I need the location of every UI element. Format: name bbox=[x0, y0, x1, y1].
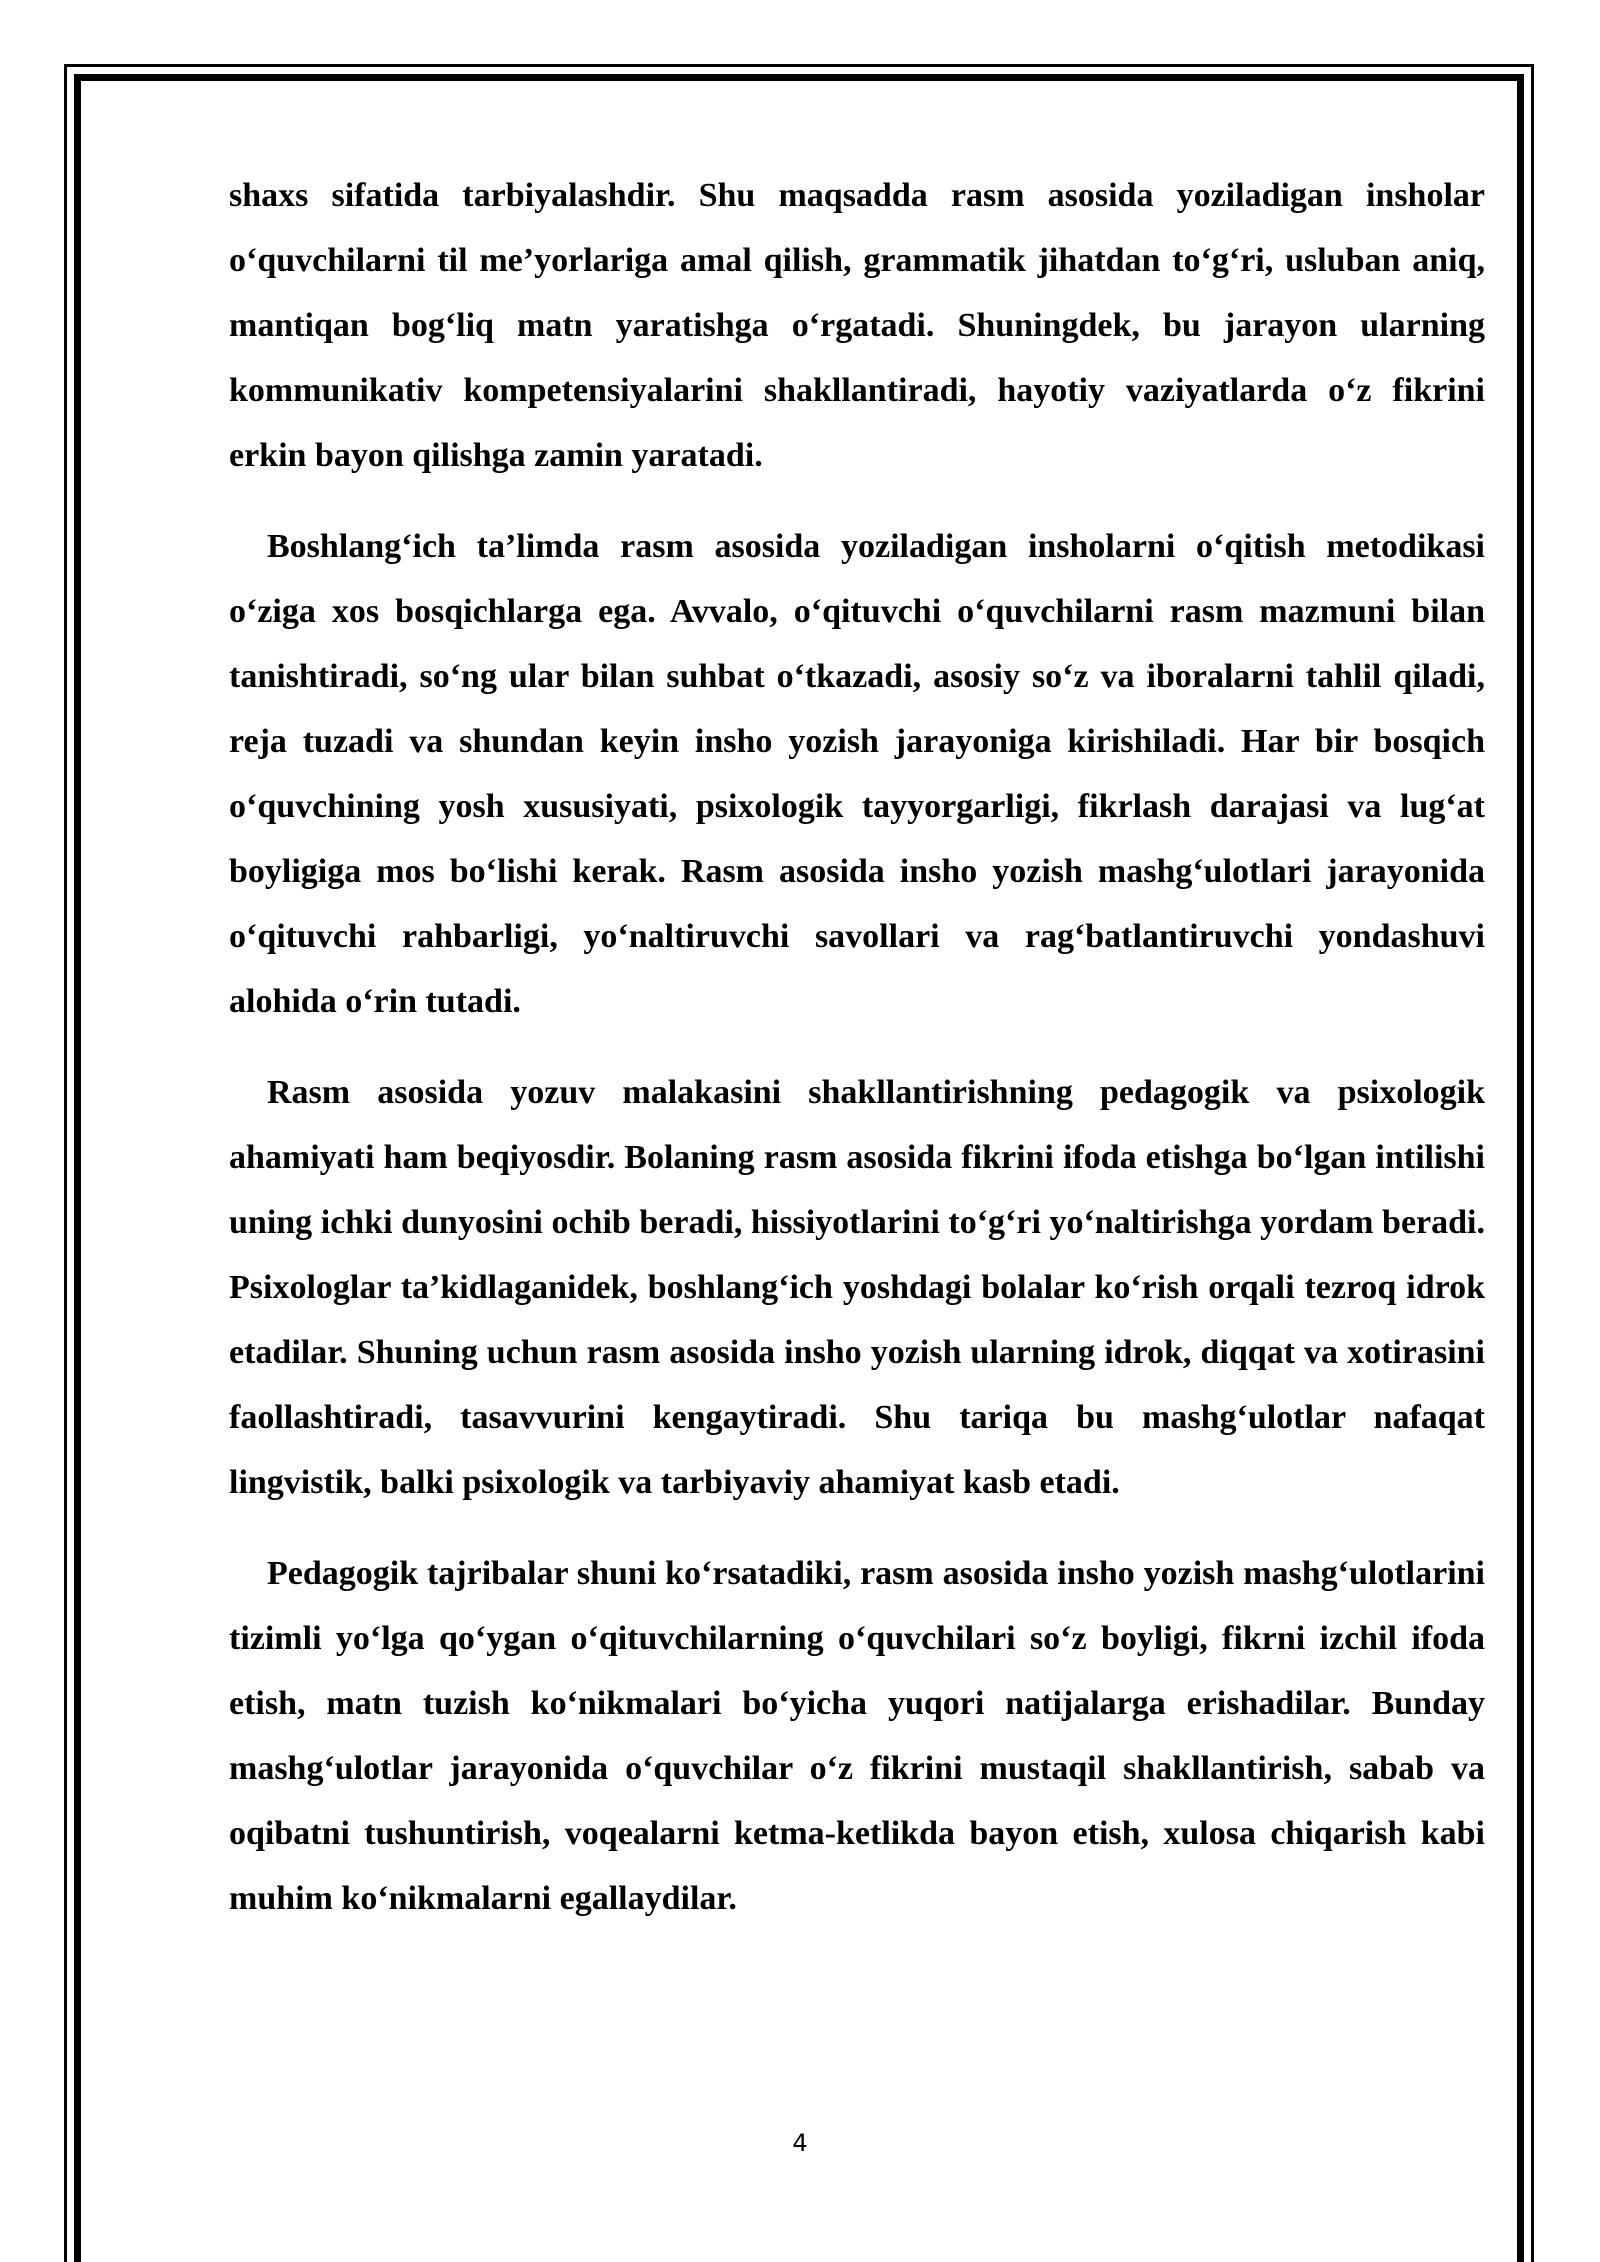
paragraph-experience: Pedagogik tajribalar shuni ko‘rsatadiki, rasm asosida insho yozish mashg‘ulotlarini tizimli yo‘lga qo‘ygan o‘qituvchilarning o‘quvchilari so‘z boyligi, fikrni izchil ifoda etish, matn tuzish ko‘nikmalari bo‘yicha yuqori natijalarga erishadilar. Bunday mashg‘ulotlar jarayonida o‘quvchilar o‘z fikrini mustaqil shakllantirish, sabab va oqibatni tushuntirish, voqealarni ketma-ketlikda bayon etish, xulosa chiqarish kabi muhim ko‘nikmalarni egallaydilar. bbox=[229, 1555, 1485, 1917]
document-body bbox=[229, 163, 1485, 1931]
page-number: 4 bbox=[792, 2129, 808, 2157]
paragraph-continuation: shaxs sifatida tarbiyalashdir. Shu maqsadda rasm asosida yoziladigan insholar o‘quvchilarni til me’yorlariga amal qilish, grammatik jihatdan to‘g‘ri, usluban aniq, mantiqan bog‘liq matn yaratishga o‘rgatadi. Shuningdek, bu jarayon ularning kommunikativ kompetensiyalarini shakllantiradi, hayotiy vaziyatlarda o‘z fikrini erkin bayon qilishga zamin yaratadi. bbox=[229, 177, 1485, 474]
paragraph-methodology: Boshlang‘ich ta’limda rasm asosida yoziladigan insholarni o‘qitish metodikasi o‘ziga xos bosqichlarga ega. Avvalo, o‘qituvchi o‘quvchilarni rasm mazmuni bilan tanishtiradi, so‘ng ular bilan suhbat o‘tkazadi, asosiy so‘z va iboralarni tahlil qiladi, reja tuzadi va shundan keyin insho yozish jarayoniga kirishiladi. Har bir bosqich o‘quvchining yosh xususiyati, psixologik tayyorgarligi, fikrlash darajasi va lug‘at boyligiga mos bo‘lishi kerak. Rasm asosida insho yozish mashg‘ulotlari jarayonida o‘qituvchi rahbarligi, yo‘naltiruvchi savollari va rag‘batlantiruvchi yondashuvi alohida o‘rin tutadi. bbox=[229, 528, 1485, 1020]
paragraph-psychology: Rasm asosida yozuv malakasini shakllantirishning pedagogik va psixologik ahamiyati ham beqiyosdir. Bolaning rasm asosida fikrini ifoda etishga bo‘lgan intilishi uning ichki dunyosini ochib beradi, hissiyotlarini to‘g‘ri yo‘naltirishga yordam beradi. Psixologlar ta’kidlaganidek, boshlang‘ich yoshdagi bolalar ko‘rish orqali tezroq idrok etadilar. Shuning uchun rasm asosida insho yozish ularning idrok, diqqat va xotirasini faollashtiradi, tasavvurini kengaytiradi. Shu tariqa bu mashg‘ulotlar nafaqat lingvistik, balki psixologik va tarbiyaviy ahamiyat kasb etadi. bbox=[229, 1074, 1485, 1501]
